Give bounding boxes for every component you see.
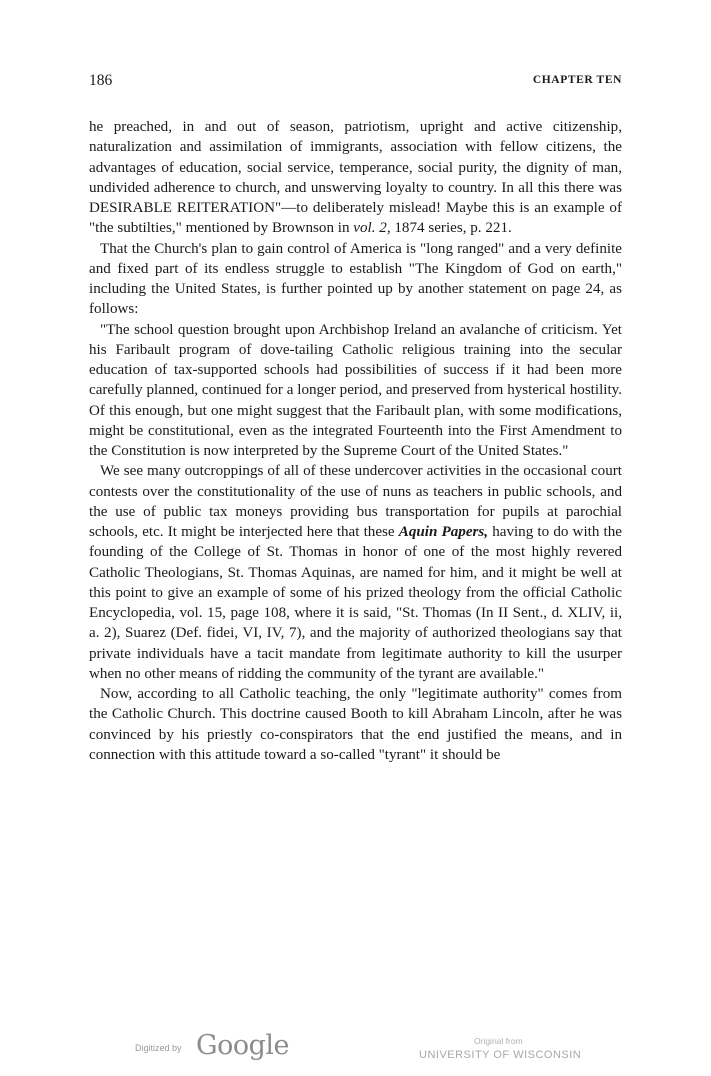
paragraph-4-before: We see many outcroppings of all of these undercover activities in the occasional court contests over the constitutionality of the use of nuns as teachers in public schools, and the use of public tax moneys providing bus transportation for pupils at parochial schools, etc. It might be interjected here that these (89, 463, 622, 540)
paragraph-1 (89, 117, 622, 239)
paragraph-4-after: having to do with the founding of the College of St. Thomas in honor of one of the most highly revered Catholic Theologians, St. Thomas Aquinas, are named for him, and it might be well at this point to give an example of some of his prized theology from the official Catholic Encyclopedia, vol. 15, page 108, where it is said, "St. Thomas (In II Sent., d. XLIV, ii, a. 2), Suarez (Def. fidei, VI, IV, 7), and the majority of authorized theologians say that private individuals have a tacit mandate from legitimate authority to kill the usurper when no other means of ridding the community of the tyrant are available." (89, 524, 622, 682)
page-header (89, 72, 622, 92)
aquin-papers-title: Aquin Papers, (398, 524, 489, 540)
paragraph-4 (89, 461, 622, 684)
original-from-label: Original from (474, 1036, 523, 1046)
google-logo: Google (196, 1030, 289, 1061)
digitized-by-label: Digitized by (135, 1043, 182, 1053)
paragraph-2: That the Church's plan to gain control of America is "long ranged" and a very definite and fixed part of its endless struggle to establish "The Kingdom of God on earth," including the United States, is further pointed up by another statement on page 24, as follows: (89, 240, 622, 318)
body-text (89, 117, 622, 765)
running-head: CHAPTER TEN (532, 74, 622, 86)
paragraph-1-vol: vol. 2, (353, 220, 391, 237)
page-number: 186 (89, 72, 113, 89)
paragraph-3-quote: "The school question brought upon Archbishop Ireland an avalanche of criticism. Yet his Faribault program of dove-tailing Catholic religious training into the secular education of tax-supported schools had possibilities of success if it had been more carefully planned, continued for a longer period, and preserved from hysterical hostility. Of this enough, but one might suggest that the Faribault plan, with some modifications, might be constitutional, even as the integrated Fourteenth into the First Amendment to the Constitution is now interpreted by the Supreme Court of the United States." (89, 321, 622, 459)
paragraph-1-text: he preached, in and out of season, patriotism, upright and active citizenship, naturalization and assimilation of immigrants, association with fellow citizens, the advantages of education, social service, temperance, social purity, the dignity of man, undivided adherence to church, and unswerving loyalty to country. In all this there was DESIRABLE REITERATION"—to deliberately mislead! Maybe this is an example of "the subtilties," mentioned by Brownson in (89, 119, 622, 237)
page-footer (0, 1030, 711, 1070)
university-label: UNIVERSITY OF WISCONSIN (419, 1049, 582, 1061)
paragraph-1-tail: 1874 series, p. 221. (390, 220, 512, 237)
paragraph-5: Now, according to all Catholic teaching, the only "legitimate authority" comes from the Catholic Church. This doctrine caused Booth to kill Abraham Lincoln, after he was convinced by his priestly co-conspirators that the end justified the means, and in connection with this attitude toward a so-called "tyrant" it should be (89, 686, 622, 763)
